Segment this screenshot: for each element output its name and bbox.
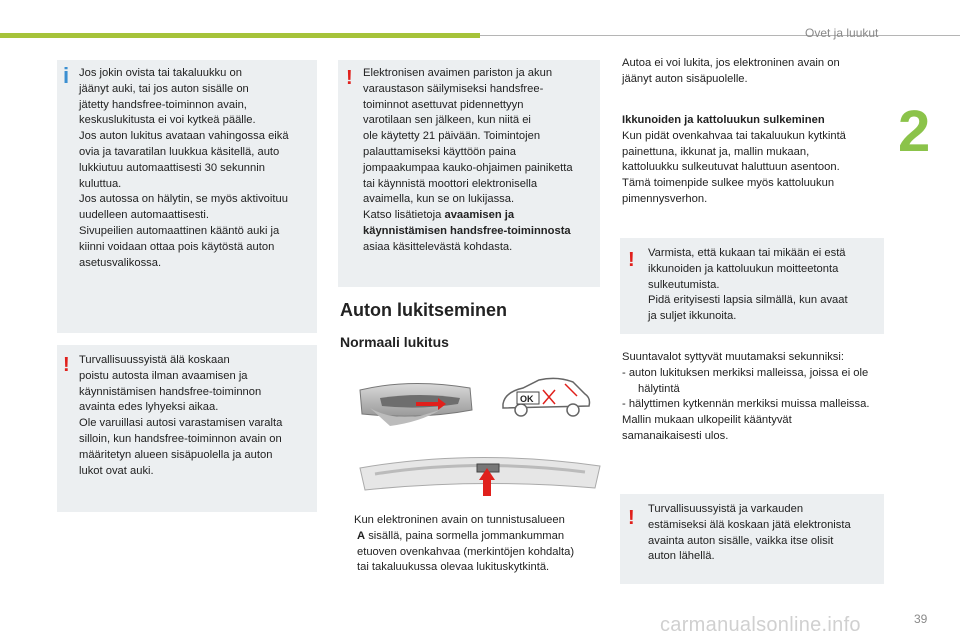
warning-line: määritetyn alueen sisäpuolella ja auton [79, 448, 273, 461]
info-line: jätetty handsfree-toiminnon avain, [79, 98, 247, 111]
info-line: kiinni voidaan ottaa pois käytöstä auton [79, 240, 275, 253]
warning-box-windows [620, 238, 884, 334]
info-line: jäänyt auki, tai jos auton sisälle on [79, 82, 249, 95]
warning-line: Elektronisen avaimen pariston ja akun [363, 67, 553, 79]
section-title: Ovet ja luukut [805, 26, 879, 40]
signals-section: Suuntavalot syttyvät muutamaksi sekunniksi: - auton lukituksen merkiksi malleissa, joissa ei ole hälytintä - hälyttimen kytkennän merkiksi muissa malleissa. Mallin mukaan ulkopeilit kääntyvät samanaikaisesti ulos. [622, 350, 884, 445]
warning-line: poistu autosta ilman avaamisen ja [79, 369, 248, 382]
chapter-number: 2 [898, 99, 931, 164]
ok-label: OK [520, 394, 534, 404]
section-heading: Auton lukitseminen [340, 300, 508, 320]
warning-line: tai käynnistä moottori elektronisella [363, 177, 538, 190]
warning-box-text: Turvallisuussyistä ja varkauden estämiseksi älä koskaan jätä elektronista avainta auton sisälle, vaikka itse olisit auton lähellä. [648, 503, 851, 563]
info-line: keskuslukitusta ei voi kytkeä päälle. [79, 114, 256, 127]
tailgate-switch-illustration [355, 448, 605, 508]
info-icon: i [63, 63, 70, 88]
sub-heading: Normaali lukitus [340, 334, 449, 350]
warning-line: varaustason säilymiseksi handsfree- [363, 82, 544, 95]
info-box-text [79, 66, 315, 271]
warning-line: avaimella, kun se on lukijassa. [363, 193, 515, 206]
warning-line: Ole varuillasi autosi varastamisen varalta [79, 417, 283, 430]
warning-icon: ! [346, 67, 353, 89]
info-line: kuluttua. [79, 177, 122, 190]
warning-box-theft [57, 345, 317, 512]
info-line: ovia ja tavaratilan luukkua käsitellä, auto [79, 145, 280, 158]
warning-line: varotilaan sen jälkeen, kun niitä ei [363, 114, 531, 127]
warning-line: silloin, kun handsfree-toiminnon avain on [79, 432, 282, 445]
warning-line: lukot ovat auki. [79, 464, 154, 477]
warning-line: jompaakumpaa kauko-ohjaimen painiketta [363, 161, 573, 174]
signals-list [622, 366, 884, 413]
warning-line: Turvallisuussyistä älä koskaan [79, 354, 230, 366]
header-rule [480, 35, 960, 36]
info-box [57, 60, 317, 333]
info-line: Jos autossa on hälytin, se myös aktivoituu [79, 193, 288, 206]
warning-reference: Katso lisätietoja avaamisen ja [363, 209, 515, 222]
warning-box-text [79, 353, 315, 479]
info-line: asetusvalikossa. [79, 256, 162, 269]
warning-box-text [363, 66, 599, 256]
info-line: Jos jokin ovista tai takaluukku on [79, 67, 242, 79]
windows-closing-section: Ikkunoiden ja kattoluukun sulkeminen Kun pidät ovenkahvaa tai takaluukun kytkintä painettuna, ikkunat ja, mallin mukaan, kattoluukku sulkeutuvat haluttuun asentoon. Tämä toimenpide sulkee myös kattoluukun pimennysverhon. [622, 113, 884, 208]
warning-icon: ! [628, 507, 635, 529]
info-line: uudelleen automaattisesti. [79, 209, 209, 222]
warning-box-key-inside [620, 494, 884, 584]
list-item: - auton lukituksen merkiksi malleissa, joissa ei ole hälytintä [622, 366, 869, 395]
info-line: Jos auton lukitus avataan vahingossa eikä [79, 130, 289, 143]
warning-line: ole käytetty 21 päivään. Toimintojen [363, 130, 541, 143]
watermark: carmanualsonline.info [660, 614, 861, 636]
windows-closing-heading: Ikkunoiden ja kattoluukun sulkeminen [622, 114, 825, 126]
warning-line: toiminnot asettuvat pidennettyyn [363, 98, 524, 111]
page-number: 39 [914, 612, 928, 626]
warning-box-text: Varmista, että kukaan tai mikään ei estä ikkunoiden ja kattoluukun moitteetonta sulkeutumista. Pidä erityisesti lapsia silmällä, kun avaat ja suljet ikkunoita. [648, 247, 848, 323]
warning-box-battery [338, 60, 600, 287]
warning-icon: ! [628, 249, 635, 271]
warning-line: käynnistämisen handsfree-toiminnon [79, 385, 262, 398]
warning-reference: asiaa käsittelevästä kohdasta. [363, 240, 513, 253]
warning-icon: ! [63, 354, 70, 376]
step-instruction: Kun elektroninen avain on tunnistusalueen A sisällä, paina sormella jommankumman etuoven ovenkahvaa (merkintöjen kohdalta) tai takaluukussa olevaa lukituskytkintä. [354, 514, 575, 574]
intro-text: Autoa ei voi lukita, jos elektroninen avain on jäänyt auton sisäpuolelle. [622, 57, 840, 85]
warning-line: palauttamiseksi käyttöön paina [363, 145, 516, 158]
info-line: Sivupeilien automaattinen kääntö auki ja [79, 224, 280, 237]
car-lock-ok-illustration [495, 372, 595, 422]
warning-reference: käynnistämisen handsfree-toiminnosta [363, 224, 571, 237]
list-item: - hälyttimen kytkennän merkiksi muissa malleissa. [622, 398, 870, 411]
info-line: lukkiutuu automaattisesti 30 sekunnin [79, 161, 265, 174]
warning-line: avainta edes lyhyeksi aikaa. [79, 401, 219, 414]
header-accent-bar [0, 33, 480, 38]
door-handle-illustration [350, 370, 490, 430]
